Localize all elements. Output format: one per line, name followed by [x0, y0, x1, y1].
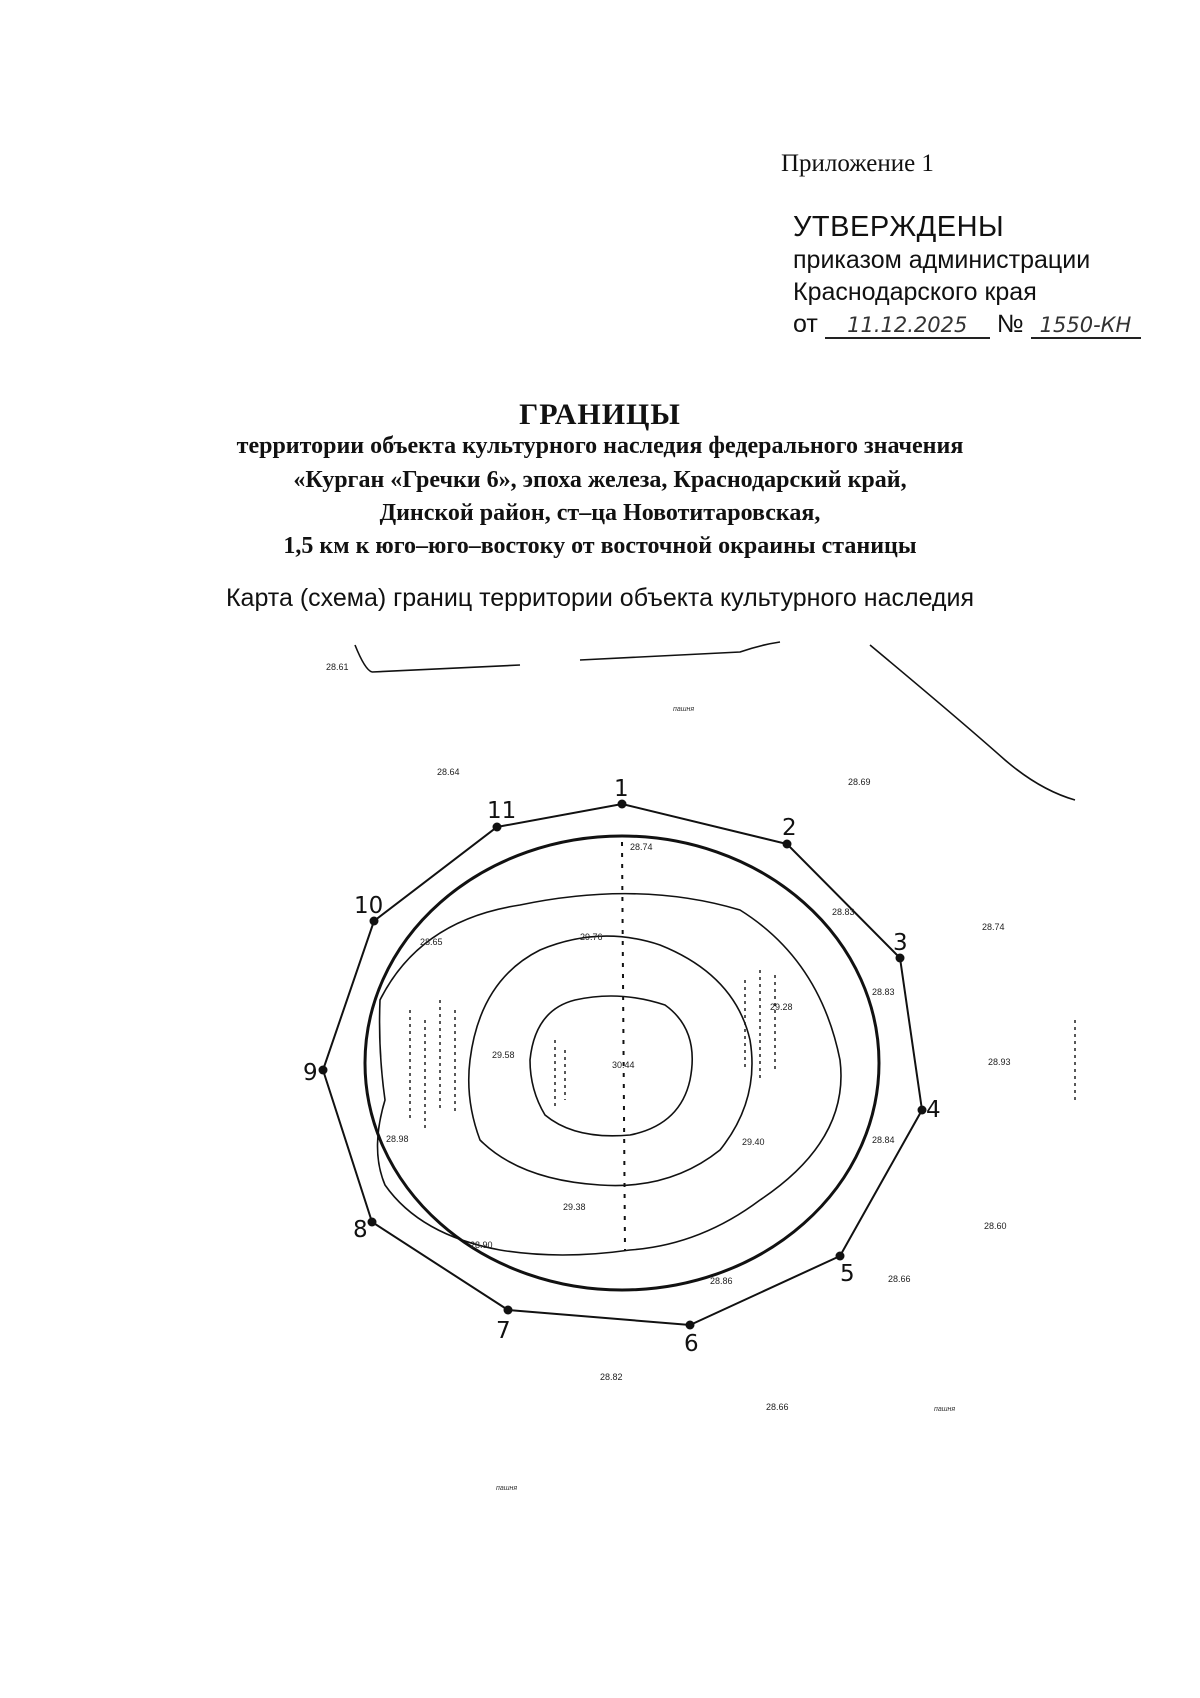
- field-label: пашня: [934, 1406, 956, 1413]
- boundary-point-10-label: 10: [354, 893, 384, 919]
- date-prefix: от: [793, 310, 818, 338]
- elevation-label: 28.98: [386, 1134, 409, 1144]
- elevation-label: 28.86: [710, 1276, 733, 1286]
- elevation-label: 29.28: [770, 1002, 793, 1012]
- elevation-label: 28.93: [988, 1057, 1011, 1067]
- elevation-label: 28.74: [982, 922, 1005, 932]
- boundary-point-9-marker: [319, 1066, 328, 1075]
- boundary-point-1-label: 1: [614, 776, 629, 802]
- survey-axis-line: [622, 842, 625, 1250]
- boundary-point-7-marker: [504, 1306, 513, 1315]
- elevation-label: 28.66: [888, 1274, 911, 1284]
- elevation-label: 28.82: [600, 1372, 623, 1382]
- boundary-point-2-label: 2: [782, 815, 797, 841]
- elevation-label: 28.69: [848, 777, 871, 787]
- road-lines: [355, 642, 1075, 800]
- boundary-point-7-label: 7: [496, 1318, 511, 1344]
- boundary-point-11-label: 11: [487, 798, 517, 824]
- elevation-label: 28.83: [832, 907, 855, 917]
- field-label: пашня: [496, 1485, 518, 1492]
- order-line: приказом администрации: [793, 246, 1091, 274]
- elevation-label: 28.90: [470, 1240, 493, 1250]
- boundary-point-8-marker: [368, 1218, 377, 1227]
- region-line: Краснодарского края: [793, 278, 1037, 306]
- elevation-label: 29.76: [580, 932, 603, 942]
- elevation-label: 28.64: [437, 767, 460, 777]
- spot-elevations: [326, 662, 1011, 1412]
- handwritten-date: 11.12.2025: [825, 313, 990, 339]
- boundary-point-9-label: 9: [303, 1060, 318, 1086]
- elevation-label: 28.83: [872, 987, 895, 997]
- boundary-point-8-label: 8: [353, 1217, 368, 1243]
- document-title: ГРАНИЦЫ: [519, 398, 681, 431]
- elevation-label: 28.60: [984, 1221, 1007, 1231]
- contour-lines: [378, 894, 842, 1255]
- appendix-label: Приложение 1: [781, 150, 934, 177]
- boundary-point-5-label: 5: [840, 1261, 855, 1287]
- elevation-label: 28.74: [630, 842, 653, 852]
- boundary-point-6-marker: [686, 1321, 695, 1330]
- elevation-label: 28.65: [420, 937, 443, 947]
- title-line-1: территории объекта культурного наследия федерального значения: [236, 433, 964, 459]
- elevation-label: 28.84: [872, 1135, 895, 1145]
- boundary-point-5-marker: [836, 1252, 845, 1261]
- elevation-label: 29.40: [742, 1137, 765, 1147]
- elevation-label: 28.66: [766, 1402, 789, 1412]
- field-label: пашня: [673, 706, 695, 713]
- number-sign: №: [996, 310, 1024, 338]
- map-caption: Карта (схема) границ территории объекта культурного наследия: [225, 584, 975, 612]
- title-line-2: «Курган «Гречки 6», эпоха железа, Краснодарский край,: [293, 467, 907, 493]
- elevation-label: 28.61: [326, 662, 349, 672]
- elevation-label: 29.58: [492, 1050, 515, 1060]
- elevation-label: 30.44: [612, 1060, 635, 1070]
- boundary-point-3-label: 3: [893, 930, 908, 956]
- elevation-label: 29.38: [563, 1202, 586, 1212]
- boundary-point-6-label: 6: [684, 1331, 699, 1357]
- title-line-3: Динской район, ст–ца Новотитаровская,: [379, 500, 821, 526]
- boundary-point-4-label: 4: [926, 1097, 941, 1123]
- handwritten-order-number: 1550-КН: [1031, 313, 1141, 339]
- approved-heading: УТВЕРЖДЕНЫ: [793, 211, 1005, 243]
- title-line-4: 1,5 км к юго–юго–востоку от восточной окраины станицы: [283, 533, 917, 559]
